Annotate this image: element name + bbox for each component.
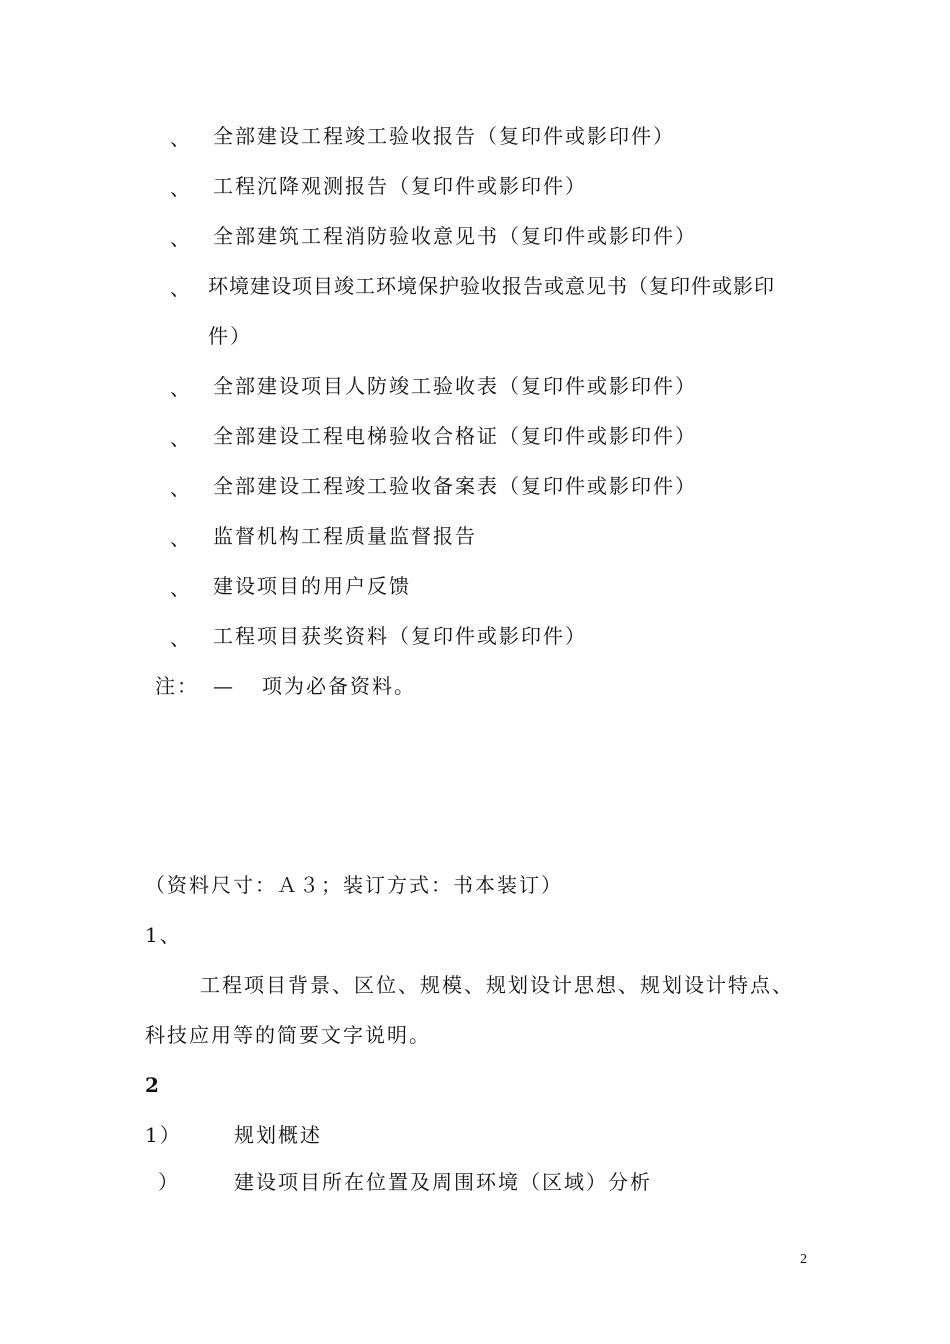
list-item: 环境建设项目竣工环境保护验收报告或意见书（复印件或影印 bbox=[208, 274, 775, 298]
sub-item-1-text: 规划概述 bbox=[234, 1123, 322, 1147]
list-item: 全部建设工程电梯验收合格证（复印件或影印件） bbox=[213, 424, 697, 448]
list-item: 全部建设工程竣工验收备案表（复印件或影印件） bbox=[213, 474, 697, 498]
note-text: 项为必备资料。 bbox=[262, 674, 416, 698]
note-dash: — bbox=[213, 674, 235, 698]
size-binding-note: （资料尺寸：Ａ３；装订方式：书本装订） bbox=[145, 873, 563, 897]
list-item: 全部建设项目人防竣工验收表（复印件或影印件） bbox=[213, 374, 697, 398]
list-marker: 、 bbox=[170, 576, 190, 600]
list-marker: 、 bbox=[170, 476, 190, 500]
sub-item-2-text: 建设项目所在位置及周围环境（区域）分析 bbox=[234, 1170, 652, 1194]
list-marker: 、 bbox=[170, 426, 190, 450]
page-number: 2 bbox=[800, 1252, 807, 1267]
list-item: 工程沉降观测报告（复印件或影印件） bbox=[213, 174, 587, 198]
list-marker: 、 bbox=[170, 276, 190, 300]
list-item: 工程项目获奖资料（复印件或影印件） bbox=[213, 624, 587, 648]
list-item: 全部建设工程竣工验收报告（复印件或影印件） bbox=[213, 124, 675, 148]
list-marker: 、 bbox=[170, 376, 190, 400]
sub-item-2-number: ） bbox=[158, 1170, 180, 1194]
item-2-number: 2 bbox=[145, 1073, 161, 1097]
list-item-continuation: 件） bbox=[208, 324, 252, 348]
list-item: 监督机构工程质量监督报告 bbox=[213, 524, 477, 548]
note-label: 注： bbox=[155, 674, 199, 698]
item-1-body-line-1: 工程项目背景、区位、规模、规划设计思想、规划设计特点、 bbox=[200, 973, 794, 997]
list-marker: 、 bbox=[170, 126, 190, 150]
item-1-body-line-2: 科技应用等的简要文字说明。 bbox=[145, 1023, 431, 1047]
list-marker: 、 bbox=[170, 226, 190, 250]
item-1-number: 1、 bbox=[145, 923, 182, 947]
list-marker: 、 bbox=[170, 176, 190, 200]
list-item: 全部建筑工程消防验收意见书（复印件或影印件） bbox=[213, 224, 697, 248]
list-item: 建设项目的用户反馈 bbox=[213, 574, 411, 598]
list-marker: 、 bbox=[170, 526, 190, 550]
list-marker: 、 bbox=[170, 626, 190, 650]
sub-item-1-number: 1） bbox=[145, 1123, 182, 1147]
